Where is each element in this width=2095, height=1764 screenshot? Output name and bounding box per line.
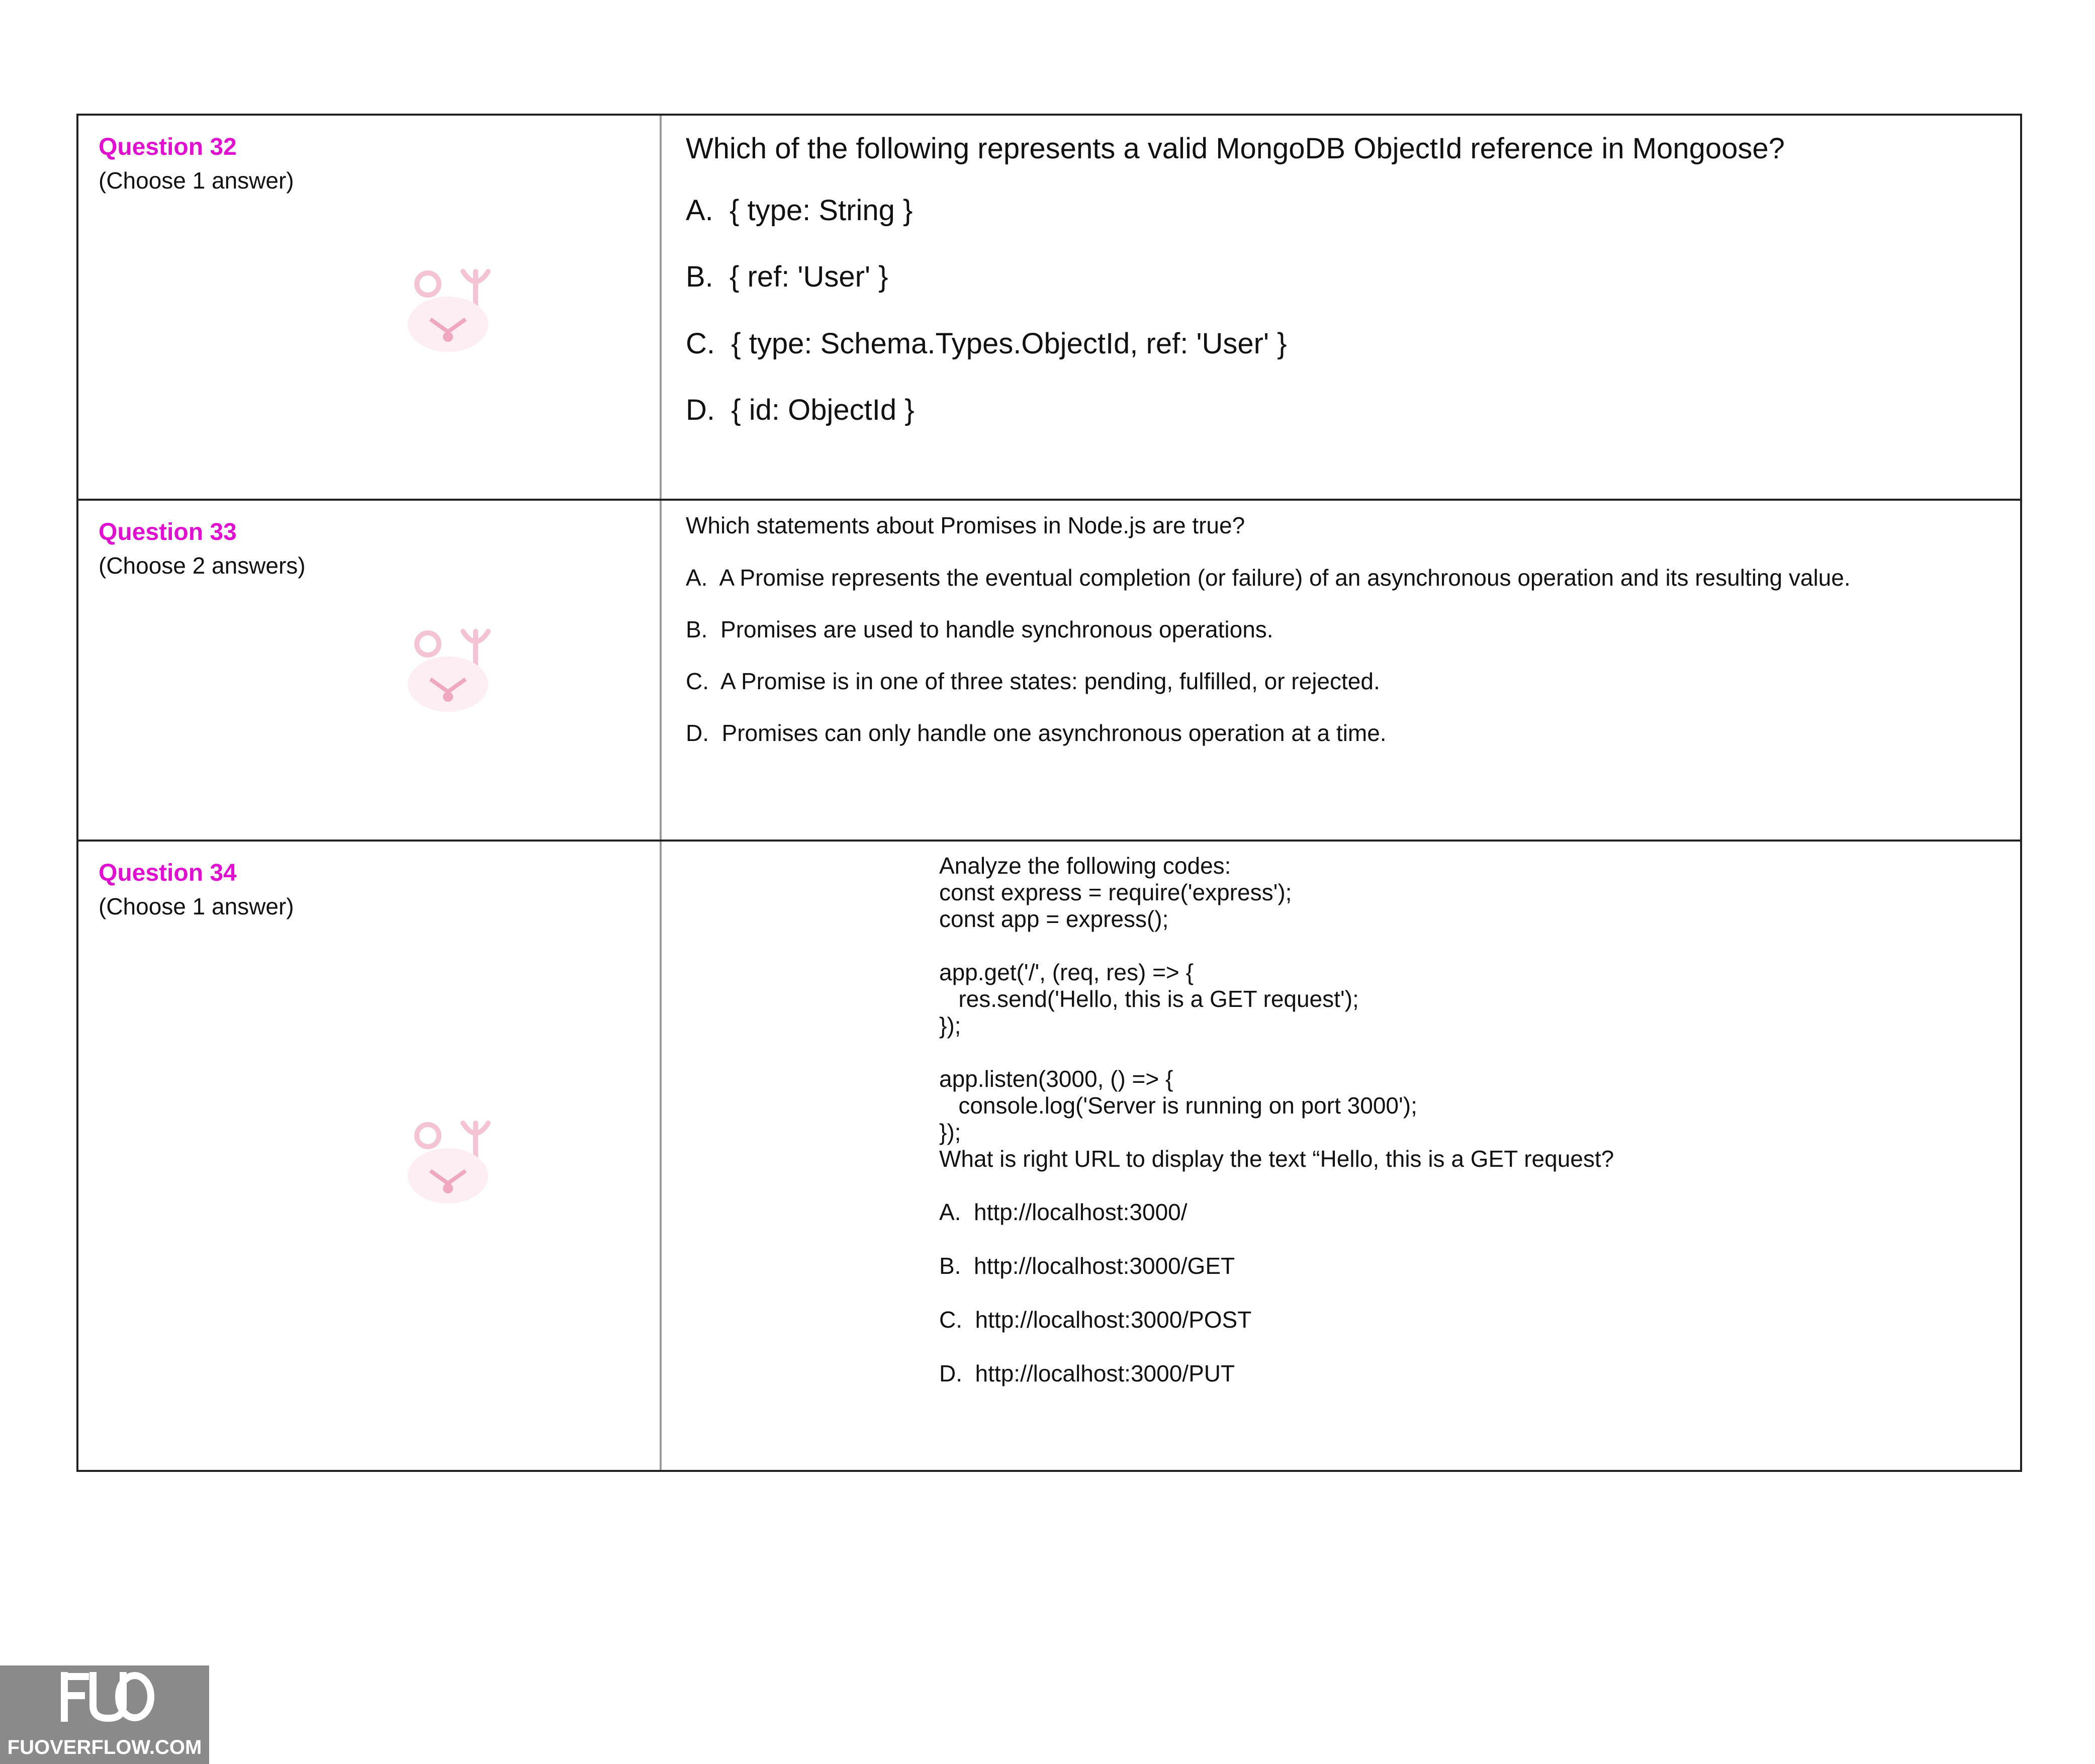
question-meta <box>78 116 662 499</box>
mascot-watermark-icon <box>400 621 501 717</box>
answer-option-b[interactable]: B. http://localhost:3000/GET <box>939 1253 1235 1279</box>
answer-option-a[interactable]: A. { type: String } <box>686 194 913 227</box>
answer-option-b[interactable]: B. { ref: 'User' } <box>686 260 888 293</box>
code-blank-line <box>939 1039 2020 1066</box>
code-line: }); <box>939 1012 961 1039</box>
answer-option-b[interactable]: B. Promises are used to handle synchronous operations. <box>686 616 1273 643</box>
code-line: console.log('Server is running on port 3000'); <box>939 1092 1417 1119</box>
answer-option-a[interactable]: A. A Promise represents the eventual completion (or failure) of an asynchronous operation and its resulting value. <box>686 565 1851 591</box>
question-content <box>662 116 2020 499</box>
question-row-34 <box>78 842 2020 1470</box>
answer-count: (Choose 2 answers) <box>99 552 306 579</box>
quiz-table <box>76 114 2022 1472</box>
answer-option-d[interactable]: D. Promises can only handle one asynchronous operation at a time. <box>686 719 1387 746</box>
question-stem: Which statements about Promises in Node.js are true? <box>686 512 1245 538</box>
code-line: app.get('/', (req, res) => { <box>939 959 1194 985</box>
answer-option-c[interactable]: C. A Promise is in one of three states: pending, fulfilled, or rejected. <box>686 668 1380 694</box>
code-line: const app = express(); <box>939 906 1169 932</box>
answer-count: (Choose 1 answer) <box>99 893 294 919</box>
code-blank-line <box>939 933 2020 959</box>
answer-option-d[interactable]: D. http://localhost:3000/PUT <box>939 1360 1235 1386</box>
code-line: const express = require('express'); <box>939 879 1292 905</box>
code-line: Analyze the following codes: <box>939 853 1231 879</box>
question-stem: What is right URL to display the text “Hello, this is a GET request? <box>939 1146 1614 1172</box>
question-meta <box>78 842 662 1470</box>
answer-count: (Choose 1 answer) <box>99 167 294 194</box>
answer-option-c[interactable]: C. http://localhost:3000/POST <box>939 1307 1252 1333</box>
question-stem: Which of the following represents a valid MongoDB ObjectId reference in Mongoose? <box>686 132 1785 165</box>
site-logo[interactable] <box>0 1665 209 1764</box>
question-content <box>662 501 2020 840</box>
question-row-32 <box>78 116 2020 501</box>
site-name: FUOVERFLOW.COM <box>7 1736 202 1758</box>
mascot-watermark-icon <box>400 261 501 357</box>
answer-option-c[interactable]: C. { type: Schema.Types.ObjectId, ref: 'User' } <box>686 327 1287 360</box>
code-line: res.send('Hello, this is a GET request'); <box>939 986 1359 1012</box>
code-line: app.listen(3000, () => { <box>939 1066 1173 1092</box>
answer-option-d[interactable]: D. { id: ObjectId } <box>686 394 915 426</box>
question-row-33 <box>78 501 2020 842</box>
code-line: }); <box>939 1119 961 1145</box>
question-number: Question 32 <box>99 134 237 160</box>
question-number: Question 34 <box>99 860 237 886</box>
question-meta <box>78 501 662 840</box>
fuo-logo-icon <box>0 1670 209 1726</box>
question-content <box>662 842 2020 1470</box>
answer-option-a[interactable]: A. http://localhost:3000/ <box>939 1199 1188 1225</box>
question-number: Question 33 <box>99 519 237 545</box>
mascot-watermark-icon <box>400 1113 501 1209</box>
